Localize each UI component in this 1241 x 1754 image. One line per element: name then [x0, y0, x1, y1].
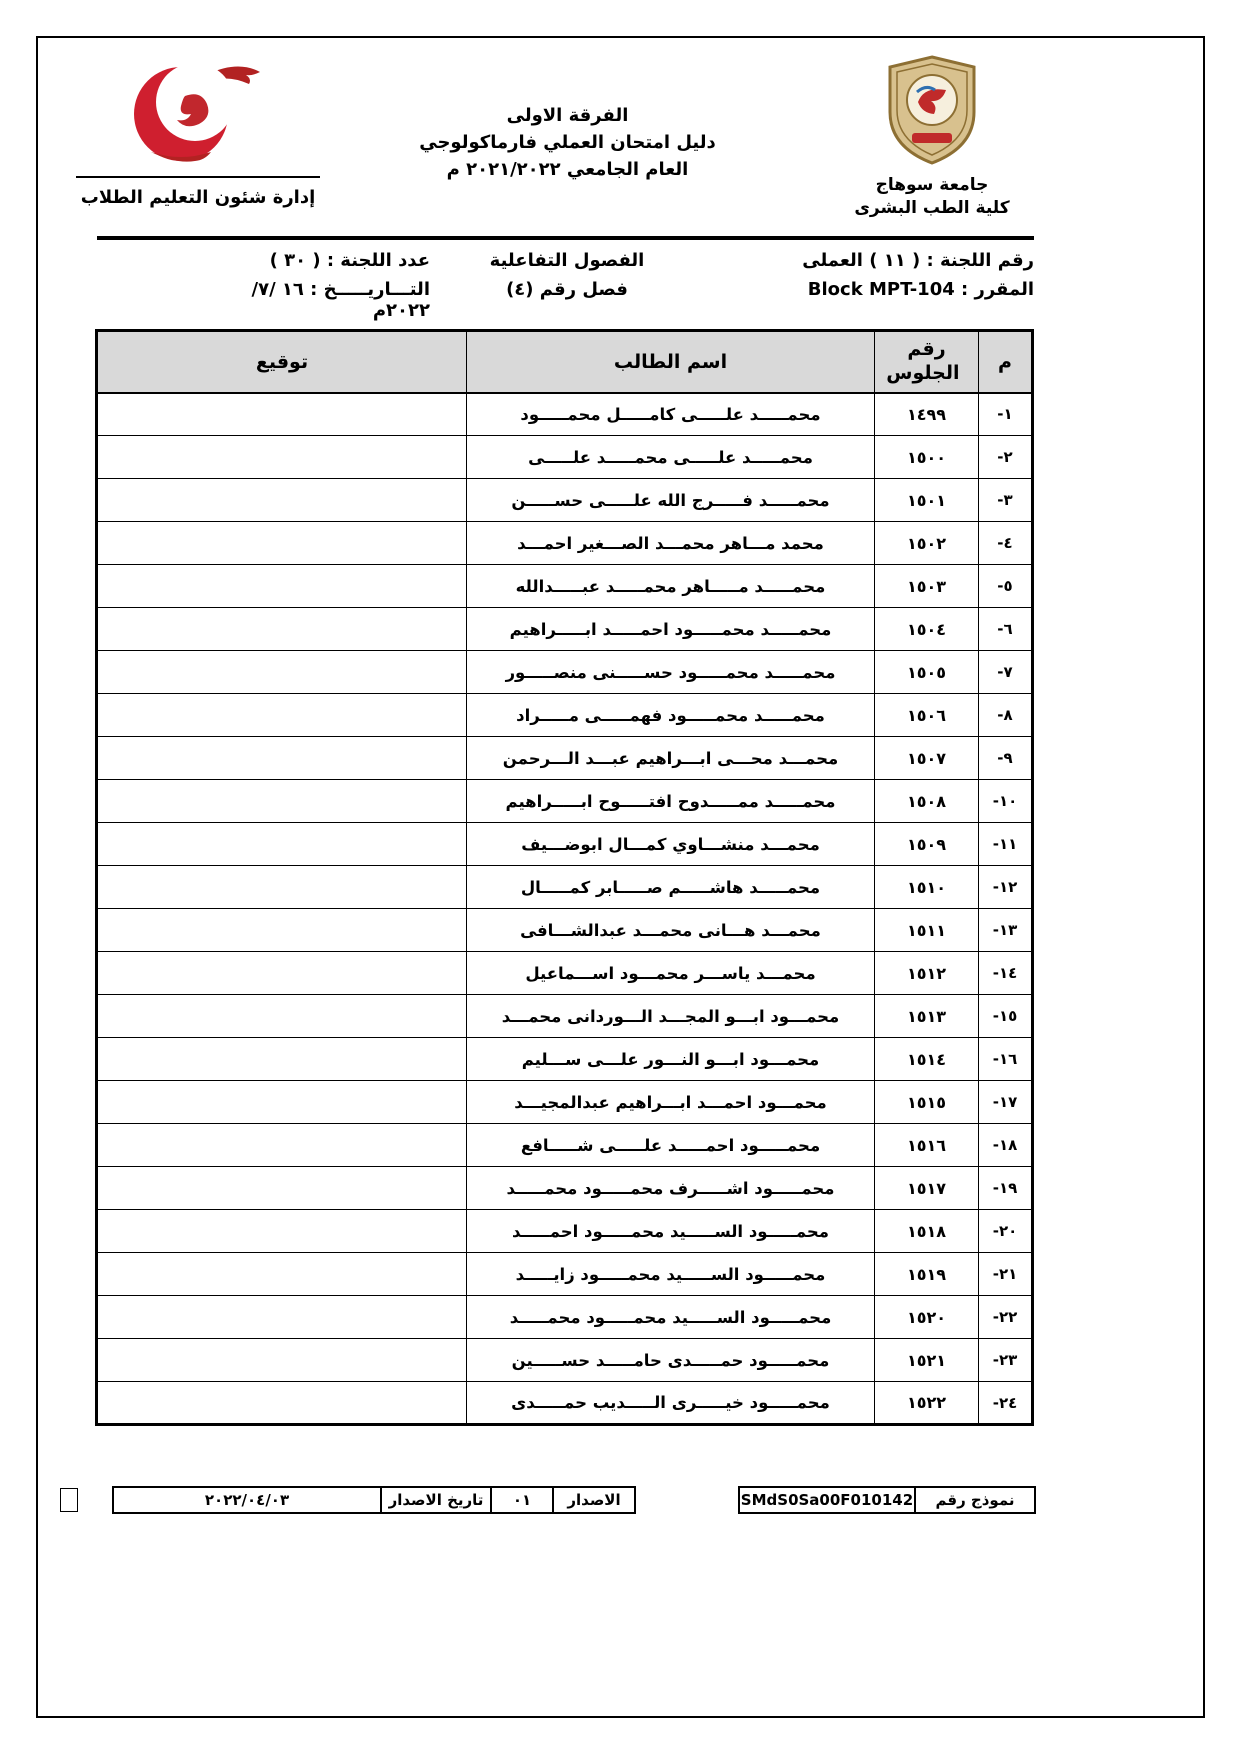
student-name-cell: محمـــد محـــى ابـــراهيم عبـــد الـــرحمن — [467, 737, 875, 780]
form-number-value: SMdS0Sa00F010142 — [738, 1486, 916, 1514]
row-number-cell: ١٣- — [979, 909, 1033, 952]
signature-cell — [97, 1296, 467, 1339]
signature-cell — [97, 737, 467, 780]
row-number-cell: ٥- — [979, 565, 1033, 608]
student-name-cell: محمـــــد محمـــــود فهمـــــى مـــــراد — [467, 694, 875, 737]
student-row — [97, 1081, 1033, 1124]
student-name-cell: محمد مـــاهر محمـــد الصـــغير احمـــد — [467, 522, 875, 565]
faculty-name: كلية الطب البشرى — [854, 198, 1010, 218]
issue-date-value: ٢٠٢٢/٠٤/٠٣ — [112, 1486, 382, 1514]
row-number-cell: ٢٠- — [979, 1210, 1033, 1253]
student-name-cell: محمـــــود حمـــــدى حامـــــد حســـــين — [467, 1339, 875, 1382]
student-row — [97, 1253, 1033, 1296]
student-name-cell: محمـــــد ممـــــدوح افتـــــوح ابـــــراهيم — [467, 780, 875, 823]
seat-number-cell: ١٥٠٧ — [875, 737, 979, 780]
signature-cell — [97, 1210, 467, 1253]
student-name-cell: محمـــود ابـــو النـــور علـــى ســـليم — [467, 1038, 875, 1081]
seat-number-cell: ١٥١٧ — [875, 1167, 979, 1210]
student-row — [97, 565, 1033, 608]
seat-number-cell: ١٥٢١ — [875, 1339, 979, 1382]
seat-number-cell: ١٥١٦ — [875, 1124, 979, 1167]
academic-year: العام الجامعي ٢٠٢١/٢٠٢٢ م — [446, 159, 689, 180]
seat-number-cell: ١٥١٢ — [875, 952, 979, 995]
row-number-cell: ٧- — [979, 651, 1033, 694]
student-row — [97, 522, 1033, 565]
row-number-cell: ١٨- — [979, 1124, 1033, 1167]
row-number-cell: ١٥- — [979, 995, 1033, 1038]
committee-number: رقم اللجنة : ( ١١ ) العملى — [802, 250, 1034, 271]
student-row — [97, 1339, 1033, 1382]
seat-number-cell: ١٥٠٢ — [875, 522, 979, 565]
student-row — [97, 1167, 1033, 1210]
student-name-cell: محمـــــد مـــــاهر محمـــــد عبـــــدالله — [467, 565, 875, 608]
exam-guide-title: دليل امتحان العملي فارماكولوجي — [419, 132, 716, 153]
student-name-cell: محمـــــود احمـــــد علـــــى شـــــافع — [467, 1124, 875, 1167]
seat-number-cell: ١٥١٤ — [875, 1038, 979, 1081]
document-page — [36, 36, 1205, 1718]
student-name-cell: محمـــــود اشـــــرف محمـــــود محمـــــد — [467, 1167, 875, 1210]
department-name: إدارة شئون التعليم الطلاب — [76, 176, 320, 208]
student-name-cell: محمـــد هـــانى محمـــد عبدالشـــافى — [467, 909, 875, 952]
header-signature: توقيع — [97, 331, 467, 393]
row-number-cell: ١٧- — [979, 1081, 1033, 1124]
signature-cell — [97, 823, 467, 866]
student-rows — [97, 393, 1033, 1425]
row-number-cell: ١٩- — [979, 1167, 1033, 1210]
seat-number-cell: ١٥٠٣ — [875, 565, 979, 608]
row-number-cell: ٣- — [979, 479, 1033, 522]
student-row — [97, 823, 1033, 866]
signature-cell — [97, 1167, 467, 1210]
course-code: المقرر : Block MPT-104 — [807, 279, 1034, 300]
student-row — [97, 952, 1033, 995]
student-name-cell: محمـــــد هاشـــــم صـــــابر كمـــــال — [467, 866, 875, 909]
version-value: ٠١ — [490, 1486, 554, 1514]
attendance-table — [95, 329, 1034, 1426]
seat-number-cell: ١٥٢٢ — [875, 1382, 979, 1425]
row-number-cell: ١٠- — [979, 780, 1033, 823]
student-name-cell: محمـــــد فـــــرج الله علـــــى حســـــن — [467, 479, 875, 522]
header-divider — [97, 236, 1034, 240]
seat-number-cell: ١٥١٩ — [875, 1253, 979, 1296]
student-row — [97, 479, 1033, 522]
exam-date: التـــاريـــــخ : ١٦ /٧/ ٢٠٢٢م — [251, 279, 430, 321]
header-name: اسم الطالب — [467, 331, 875, 393]
footer-bar — [60, 1486, 1036, 1514]
signature-cell — [97, 1038, 467, 1081]
signature-cell — [97, 651, 467, 694]
row-number-cell: ٤- — [979, 522, 1033, 565]
student-row — [97, 608, 1033, 651]
row-number-cell: ٢٣- — [979, 1339, 1033, 1382]
seat-number-cell: ١٥٠١ — [875, 479, 979, 522]
student-row — [97, 1210, 1033, 1253]
header-seat: رقم الجلوس — [875, 331, 979, 393]
seat-number-cell: ١٥٠٦ — [875, 694, 979, 737]
document-header — [38, 38, 1203, 236]
signature-cell — [97, 1124, 467, 1167]
signature-cell — [97, 1382, 467, 1425]
row-number-cell: ١٦- — [979, 1038, 1033, 1081]
student-row — [97, 780, 1033, 823]
student-row — [97, 866, 1033, 909]
signature-cell — [97, 694, 467, 737]
committee-count: عدد اللجنة : ( ٣٠ ) — [269, 250, 430, 271]
seat-number-cell: ١٥١٨ — [875, 1210, 979, 1253]
student-name-cell: محمـــــد علـــــى محمـــــد علـــــى — [467, 436, 875, 479]
student-name-cell: محمـــــود خيـــــرى الـــــديب حمـــــدى — [467, 1382, 875, 1425]
row-number-cell: ٢- — [979, 436, 1033, 479]
signature-cell — [97, 522, 467, 565]
signature-cell — [97, 479, 467, 522]
seat-number-cell: ١٥٠٤ — [875, 608, 979, 651]
row-number-cell: ١- — [979, 393, 1033, 436]
seat-number-cell: ١٤٩٩ — [875, 393, 979, 436]
issue-date-label: تاريخ الاصدار — [380, 1486, 492, 1514]
student-name-cell: محمـــــد محمـــــود حســـــنى منصـــــور — [467, 651, 875, 694]
row-number-cell: ١٢- — [979, 866, 1033, 909]
student-row — [97, 1038, 1033, 1081]
seat-number-cell: ١٥٠٥ — [875, 651, 979, 694]
row-number-cell: ٢٤- — [979, 1382, 1033, 1425]
section-title: الفصول التفاعلية — [489, 250, 645, 271]
row-number-cell: ٦- — [979, 608, 1033, 651]
university-block — [807, 54, 1057, 236]
row-number-cell: ٢١- — [979, 1253, 1033, 1296]
seat-number-cell: ١٥٢٠ — [875, 1296, 979, 1339]
university-logo-icon — [882, 54, 982, 166]
seat-number-cell: ١٥٠٨ — [875, 780, 979, 823]
student-row — [97, 737, 1033, 780]
class-number: فصل رقم (٤) — [506, 279, 628, 300]
signature-cell — [97, 1339, 467, 1382]
title-block — [328, 54, 807, 236]
student-name-cell: محمـــد منشـــاوي كمـــال ابوضـــيف — [467, 823, 875, 866]
student-row — [97, 436, 1033, 479]
student-name-cell: محمـــــود الســـــيد محمـــــود احمـــــد — [467, 1210, 875, 1253]
student-row — [97, 1382, 1033, 1425]
header-no: م — [979, 331, 1033, 393]
signature-cell — [97, 1081, 467, 1124]
seat-number-cell: ١٥٠٠ — [875, 436, 979, 479]
row-number-cell: ١١- — [979, 823, 1033, 866]
info-row-2 — [97, 279, 1034, 321]
signature-cell — [97, 608, 467, 651]
student-row — [97, 995, 1033, 1038]
row-number-cell: ٢٢- — [979, 1296, 1033, 1339]
seat-number-cell: ١٥٠٩ — [875, 823, 979, 866]
signature-cell — [97, 1253, 467, 1296]
student-name-cell: محمـــود ابـــو المجـــد الـــوردانى محمـــد — [467, 995, 875, 1038]
student-name-cell: محمـــود احمـــد ابـــراهيم عبدالمجيـــد — [467, 1081, 875, 1124]
seat-number-cell: ١٥١٠ — [875, 866, 979, 909]
student-row — [97, 909, 1033, 952]
version-label: الاصدار — [552, 1486, 636, 1514]
signature-cell — [97, 909, 467, 952]
student-name-cell: محمـــــد علـــــى كامـــــل محمـــــود — [467, 393, 875, 436]
row-number-cell: ٨- — [979, 694, 1033, 737]
student-name-cell: محمـــــود الســـــيد محمـــــود محمـــــد — [467, 1296, 875, 1339]
seat-number-cell: ١٥١٥ — [875, 1081, 979, 1124]
signature-cell — [97, 866, 467, 909]
seat-number-cell: ١٥١١ — [875, 909, 979, 952]
student-row — [97, 694, 1033, 737]
footer-end-box — [60, 1488, 78, 1512]
grade-title: الفرقة الاولى — [506, 105, 629, 126]
student-name-cell: محمـــــد محمـــــود احمـــــد ابـــــراهيم — [467, 608, 875, 651]
signature-cell — [97, 436, 467, 479]
row-number-cell: ١٤- — [979, 952, 1033, 995]
signature-cell — [97, 780, 467, 823]
info-row-1 — [97, 250, 1034, 271]
student-row — [97, 651, 1033, 694]
student-name-cell: محمـــد ياســـر محمـــود اســـماعيل — [467, 952, 875, 995]
seat-number-cell: ١٥١٣ — [875, 995, 979, 1038]
signature-cell — [97, 393, 467, 436]
red-crescent-logo-icon — [123, 58, 273, 166]
row-number-cell: ٩- — [979, 737, 1033, 780]
student-row — [97, 1296, 1033, 1339]
university-name: جامعة سوهاج — [875, 175, 989, 195]
table-header-row — [97, 331, 1033, 393]
department-block — [68, 54, 328, 236]
signature-cell — [97, 952, 467, 995]
form-number-label: نموذج رقم — [914, 1486, 1036, 1514]
signature-cell — [97, 565, 467, 608]
student-name-cell: محمـــــود الســـــيد محمـــــود زايـــــد — [467, 1253, 875, 1296]
student-row — [97, 1124, 1033, 1167]
content-area — [97, 236, 1034, 1426]
signature-cell — [97, 995, 467, 1038]
student-row — [97, 393, 1033, 436]
